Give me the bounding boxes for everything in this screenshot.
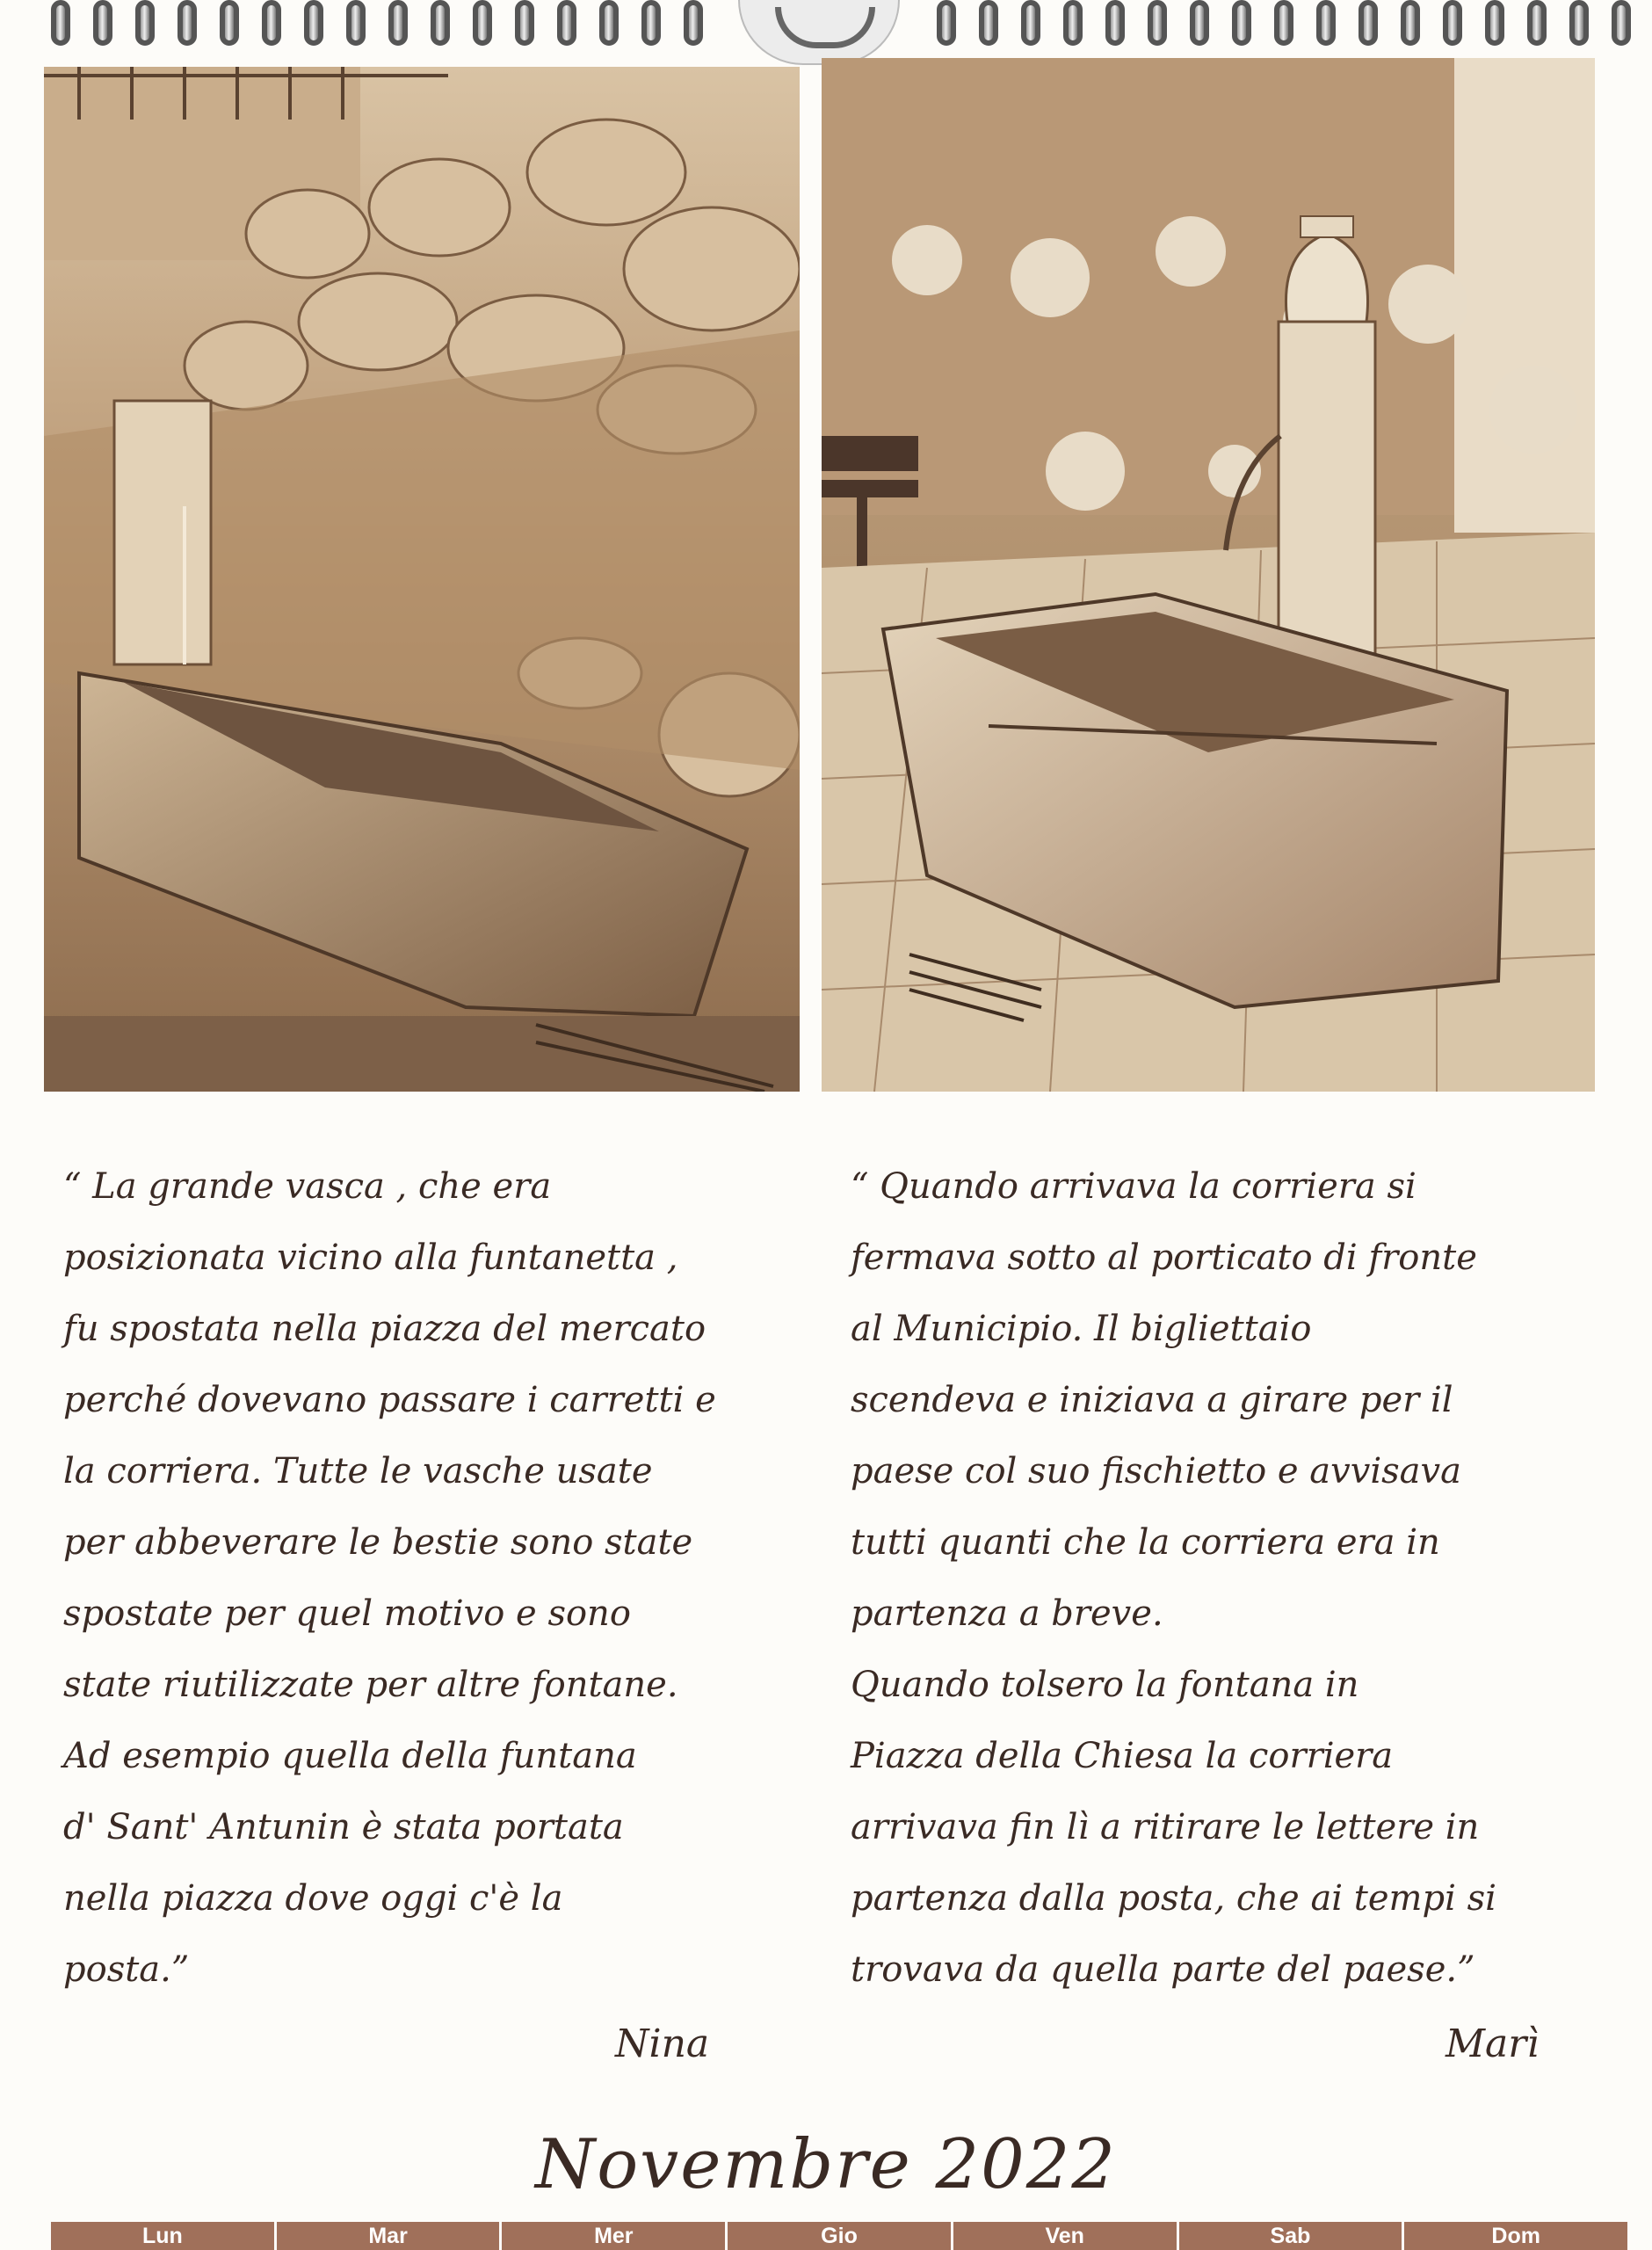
weekday-lun: Lun — [51, 2222, 277, 2250]
binding-ring — [262, 0, 281, 46]
quote-line: Piazza della Chiesa la corriera — [851, 1736, 1394, 1776]
quote-line: tutti quanti che la corriera era in — [851, 1522, 1440, 1563]
binding-ring — [1021, 0, 1040, 46]
binding-ring — [388, 0, 408, 46]
quote-line: per abbeverare le bestie sono state — [63, 1522, 693, 1563]
quote-line: “ Quando arrivava la corriera si — [851, 1166, 1417, 1207]
binding-ring — [557, 0, 576, 46]
binding-ring — [135, 0, 155, 46]
quote-line: posizionata vicino alla funtanetta , — [63, 1238, 678, 1278]
quote-right — [851, 1151, 1624, 2006]
binding-ring — [1274, 0, 1293, 46]
quote-line: nella piazza dove oggi c'è la — [63, 1878, 563, 1919]
quote-line: Quando tolsero la fontana in — [851, 1665, 1359, 1705]
quote-left — [63, 1151, 819, 2006]
binding-ring — [1401, 0, 1420, 46]
binding-ring — [1443, 0, 1462, 46]
weekday-dom: Dom — [1404, 2222, 1627, 2250]
binding-ring — [1569, 0, 1589, 46]
quote-line: fermava sotto al porticato di fronte — [851, 1238, 1477, 1278]
calendar-hanger — [738, 0, 900, 65]
binding-ring — [937, 0, 956, 46]
weekday-gio: Gio — [728, 2222, 953, 2250]
quote-line: paese col suo fischietto e avvisava — [851, 1451, 1461, 1492]
binding-ring — [304, 0, 323, 46]
weekday-sab: Sab — [1179, 2222, 1405, 2250]
binding-ring — [1063, 0, 1083, 46]
quote-line: la corriera. Tutte le vasche usate — [63, 1451, 653, 1492]
binding-ring — [1232, 0, 1251, 46]
quote-line: partenza dalla posta, che ai tempi si — [851, 1878, 1496, 1919]
binding-ring — [431, 0, 450, 46]
spiral-binding — [0, 0, 1652, 62]
binding-ring — [1316, 0, 1336, 46]
binding-ring — [1148, 0, 1167, 46]
binding-ring — [515, 0, 534, 46]
binding-ring — [684, 0, 703, 46]
quote-line: spostate per quel motivo e sono — [63, 1593, 631, 1634]
binding-ring — [473, 0, 492, 46]
calendar-weekday-header — [51, 2222, 1627, 2250]
quote-line: state riutilizzate per altre fontane. — [63, 1665, 678, 1705]
weekday-mer: Mer — [502, 2222, 728, 2250]
quote-line: Ad esempio quella della funtana — [63, 1736, 637, 1776]
weekday-mar: Mar — [277, 2222, 503, 2250]
binding-ring — [346, 0, 366, 46]
binding-ring — [178, 0, 197, 46]
binding-ring — [1612, 0, 1631, 46]
month-title: Novembre 2022 — [534, 2125, 1118, 2204]
quote-line: fu spostata nella piazza del mercato — [63, 1309, 706, 1349]
quote-line: arrivava fin lì a ritirare le lettere in — [851, 1807, 1480, 1847]
weekday-ven: Ven — [953, 2222, 1179, 2250]
binding-ring — [641, 0, 661, 46]
binding-ring — [1190, 0, 1209, 46]
binding-ring — [1527, 0, 1547, 46]
binding-ring — [51, 0, 70, 46]
binding-ring — [599, 0, 619, 46]
quote-line: “ La grande vasca , che era — [63, 1166, 552, 1207]
quote-line: partenza a breve. — [851, 1593, 1163, 1634]
binding-ring — [93, 0, 112, 46]
binding-ring — [1485, 0, 1504, 46]
binding-ring — [220, 0, 239, 46]
quote-author-left: Nina — [615, 2021, 710, 2066]
quote-line: posta.” — [63, 1949, 190, 1990]
binding-ring — [1359, 0, 1378, 46]
photo-stone-trough — [44, 67, 800, 1092]
photo-piazza-fountain — [822, 58, 1595, 1092]
quote-line: trovava da quella parte del paese.” — [851, 1949, 1475, 1990]
binding-ring — [1105, 0, 1125, 46]
quote-line: d' Sant' Antunin è stata portata — [63, 1807, 624, 1847]
quote-line: scendeva e iniziava a girare per il — [851, 1380, 1453, 1420]
binding-ring — [979, 0, 998, 46]
quote-line: perché dovevano passare i carretti e — [63, 1380, 716, 1420]
quote-line: al Municipio. Il bigliettaio — [851, 1309, 1312, 1349]
quote-author-right: Marì — [1446, 2021, 1540, 2066]
